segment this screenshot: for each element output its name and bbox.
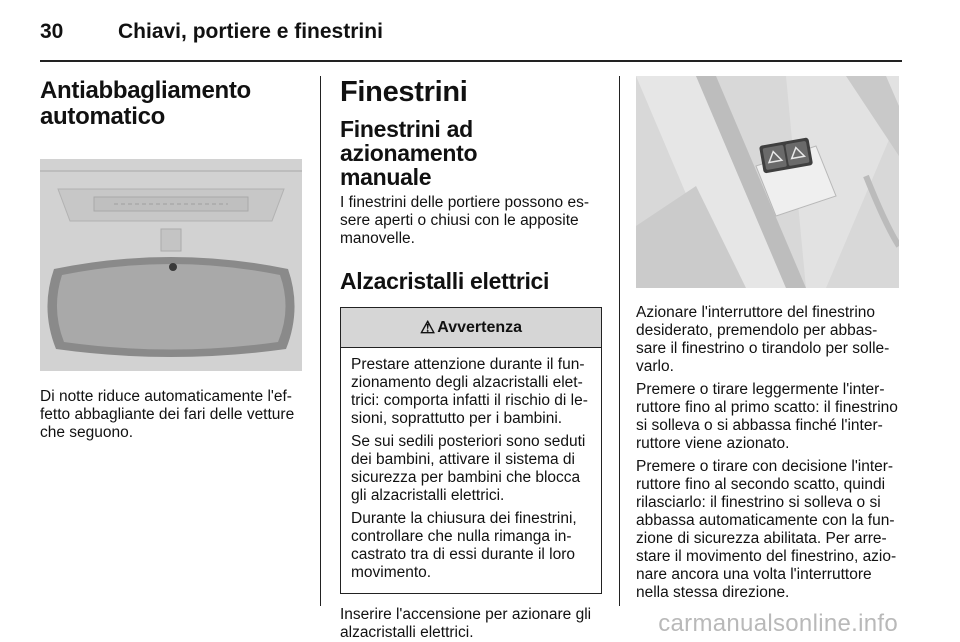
section-heading-anti-glare — [40, 78, 303, 130]
subheading-power-windows: Alzacristalli elettrici — [340, 268, 550, 294]
right-paragraphs — [636, 304, 902, 602]
warning-paragraph: Prestare attenzione durante il fun-zionamento degli alzacristalli elet-trici: comporta infatti il rischio di le-sioni, soprattutto per i bambini. — [351, 356, 588, 427]
header-rule — [40, 60, 902, 62]
heading-line-1: Antiabbagliamento — [40, 77, 251, 104]
middle-column — [340, 76, 602, 642]
subheading-line-1: Finestrini ad azionamento — [340, 116, 478, 166]
page-number: 30 — [40, 20, 64, 43]
column-divider-left — [320, 76, 321, 606]
warning-box — [340, 307, 602, 594]
instruction-paragraph: Azionare l'interruttore del finestrino desiderato, premendolo per abbas-sare il finestrino o tirandolo per solle-varlo. — [636, 304, 890, 375]
subheading-line-2: manuale — [340, 164, 432, 190]
page-title-windows: Finestrini — [340, 76, 468, 108]
rearview-mirror-illustration — [40, 159, 302, 371]
subheading-manual-windows — [340, 117, 602, 189]
ignition-paragraph: Inserire l'accensione per azionare gli alzacristalli elettrici. — [340, 606, 592, 641]
manual-windows-paragraph: I finestrini delle portiere possono es-sere aperti o chiusi con le apposite manovelle. — [340, 194, 589, 247]
instruction-paragraph: Premere o tirare con decisione l'inter-ruttore fino al secondo scatto, quindi rilasciarlo: il finestrino si solleva o si abbassa automaticamente con la fun-zione di sicurezza abilitata. Per arre-stare il movimento del finestrino, azio-nare ancora una volta l'interruttore nella stessa direzione. — [636, 458, 897, 601]
warning-triangle-icon: ⚠ — [419, 317, 436, 337]
left-column — [40, 78, 303, 442]
chapter-title: Chiavi, portiere e finestrini — [118, 20, 383, 43]
warning-body — [341, 348, 601, 593]
warning-title: Avvertenza — [437, 318, 523, 336]
warning-paragraph: Se sui sedili posteriori sono seduti dei bambini, attivare il sistema di sicurezza per bambini che blocca gli alzacristalli elettrici. — [351, 433, 586, 504]
right-column — [636, 76, 902, 602]
window-switch-icon — [636, 76, 899, 288]
warning-paragraph: Durante la chiusura dei finestrini, controllare che nulla rimanga in-castrato tra di essi durante il loro movimento. — [351, 510, 577, 581]
instruction-paragraph: Premere o tirare leggermente l'inter-ruttore fino al primo scatto: il finestrino si solleva o si abbassa finché l'inter-ruttore viene azionato. — [636, 381, 898, 452]
watermark: carmanualsonline.info — [658, 610, 898, 637]
heading-line-2: automatico — [40, 103, 166, 130]
anti-glare-paragraph: Di notte riduce automaticamente l'ef-fetto abbagliante dei fari delle vetture che seguono. — [40, 388, 295, 441]
window-switch-illustration — [636, 76, 899, 288]
rearview-mirror-icon — [40, 159, 302, 371]
column-divider-right — [619, 76, 620, 606]
warning-header — [341, 308, 601, 348]
